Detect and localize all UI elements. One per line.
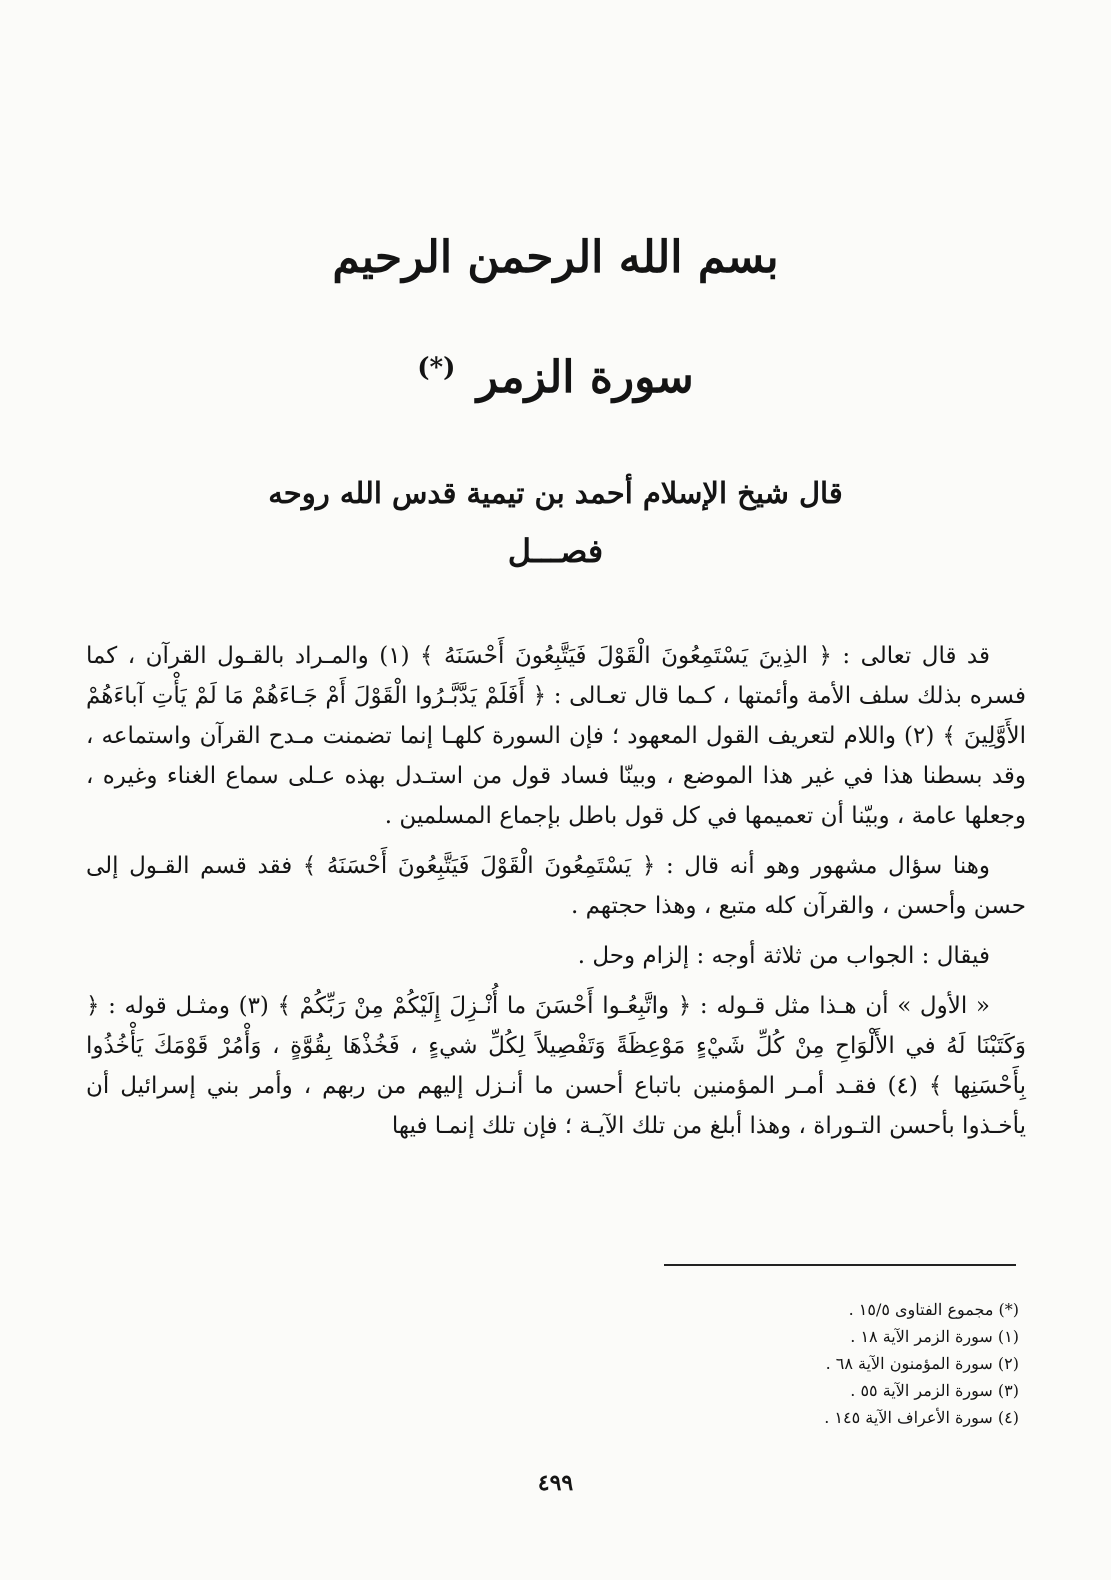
surah-title <box>0 352 1111 403</box>
page-number: ٤٩٩ <box>537 1470 574 1496</box>
footnote: (١) سورة الزمر الآية ١٨ . <box>850 1327 1019 1346</box>
basmala-heading: بسم الله الرحمن الرحيم <box>332 232 779 283</box>
footnote: (٢) سورة المؤمنون الآية ٦٨ . <box>825 1354 1019 1373</box>
footnote: (٤) سورة الأعراف الآية ١٤٥ . <box>824 1408 1019 1427</box>
main-text <box>86 636 1026 1156</box>
footnote-divider <box>664 1264 1016 1266</box>
paragraph: فيقال : الجواب من ثلاثة أوجه : إلزام وحل . <box>577 943 990 969</box>
paragraph: وهنا سؤال مشهور وهو أنه قال : ﴿ يَسْتَمِعُونَ الْقَوْلَ فَيَتَّبِعُونَ أَحْسَنَهُ ﴾ فقد قسم القـول إلى حسن وأحسن ، والقرآن كله متبع ، وهذا حجتهم . <box>86 853 1026 919</box>
footnote: (*) مجموع الفتاوى ١٥/٥ . <box>848 1300 1019 1319</box>
author-line: قال شيخ الإسلام أحمد بن تيمية قدس الله روحه <box>268 476 843 510</box>
section-label: فصـــل <box>507 532 604 570</box>
surah-title-footnote-ref: (*) <box>417 353 456 384</box>
footnotes <box>519 1296 1019 1431</box>
footnote: (٣) سورة الزمر الآية ٥٥ . <box>850 1381 1019 1400</box>
paragraph: قد قال تعالى : ﴿ الذِينَ يَسْتَمِعُونَ الْقَوْلَ فَيَتَّبِعُونَ أَحْسَنَهُ ﴾ (١) والمـراد بالقـول القرآن ، كما فسره بذلك سلف الأمة وأئمتها ، كـما قال تعـالى : ﴿ أَفَلَمْ يَدَّبَّـرُوا الْقَوْلَ أَمْ جَـاءَهُمْ مَا لَمْ يَأْتِ آباءَهُمْ الأَوَّلِينَ ﴾ (٢) واللام لتعريف القول المعهود ؛ فإن السورة كلهـا إنما تضمنت مـدح القرآن واستماعه ، وقد بسطنا هذا في غير هذا الموضع ، وبينّا فساد قول من استـدل بهذه عـلى سماع الغناء وغيره ، وجعلها عامة ، وبيّنا أن تعميمها في كل قول باطل بإجماع المسلمين . <box>86 643 1026 829</box>
surah-title-text: سورة الزمر <box>476 352 694 403</box>
paragraph: « الأول » أن هـذا مثل قـوله : ﴿ واتَّبِعُـوا أَحْسَنَ ما أُنْـزِلَ إِلَيْكُمْ مِنْ رَبِّكُمْ ﴾ (٣) ومثـل قوله : ﴿ وَكَتَبْنَا لَهُ في الأَلْوَاحِ مِنْ كُلِّ شَيْءٍ مَوْعِظَةً وَتَفْصِيلاً لِكُلِّ شيءٍ ، فَخُذْهَا بِقُوَّةٍ ، وَأْمُرْ قَوْمَكَ يَأْخُذُوا بِأَحْسَنِها ﴾ (٤) فقـد أمـر المؤمنين باتباع أحسن ما أنـزل إليهم من ربهم ، وأمر بني إسرائيل أن يأخـذوا بأحسن التـوراة ، وهذا أبلغ من تلك الآيـة ؛ فإن تلك إنمـا فيها <box>86 993 1026 1139</box>
